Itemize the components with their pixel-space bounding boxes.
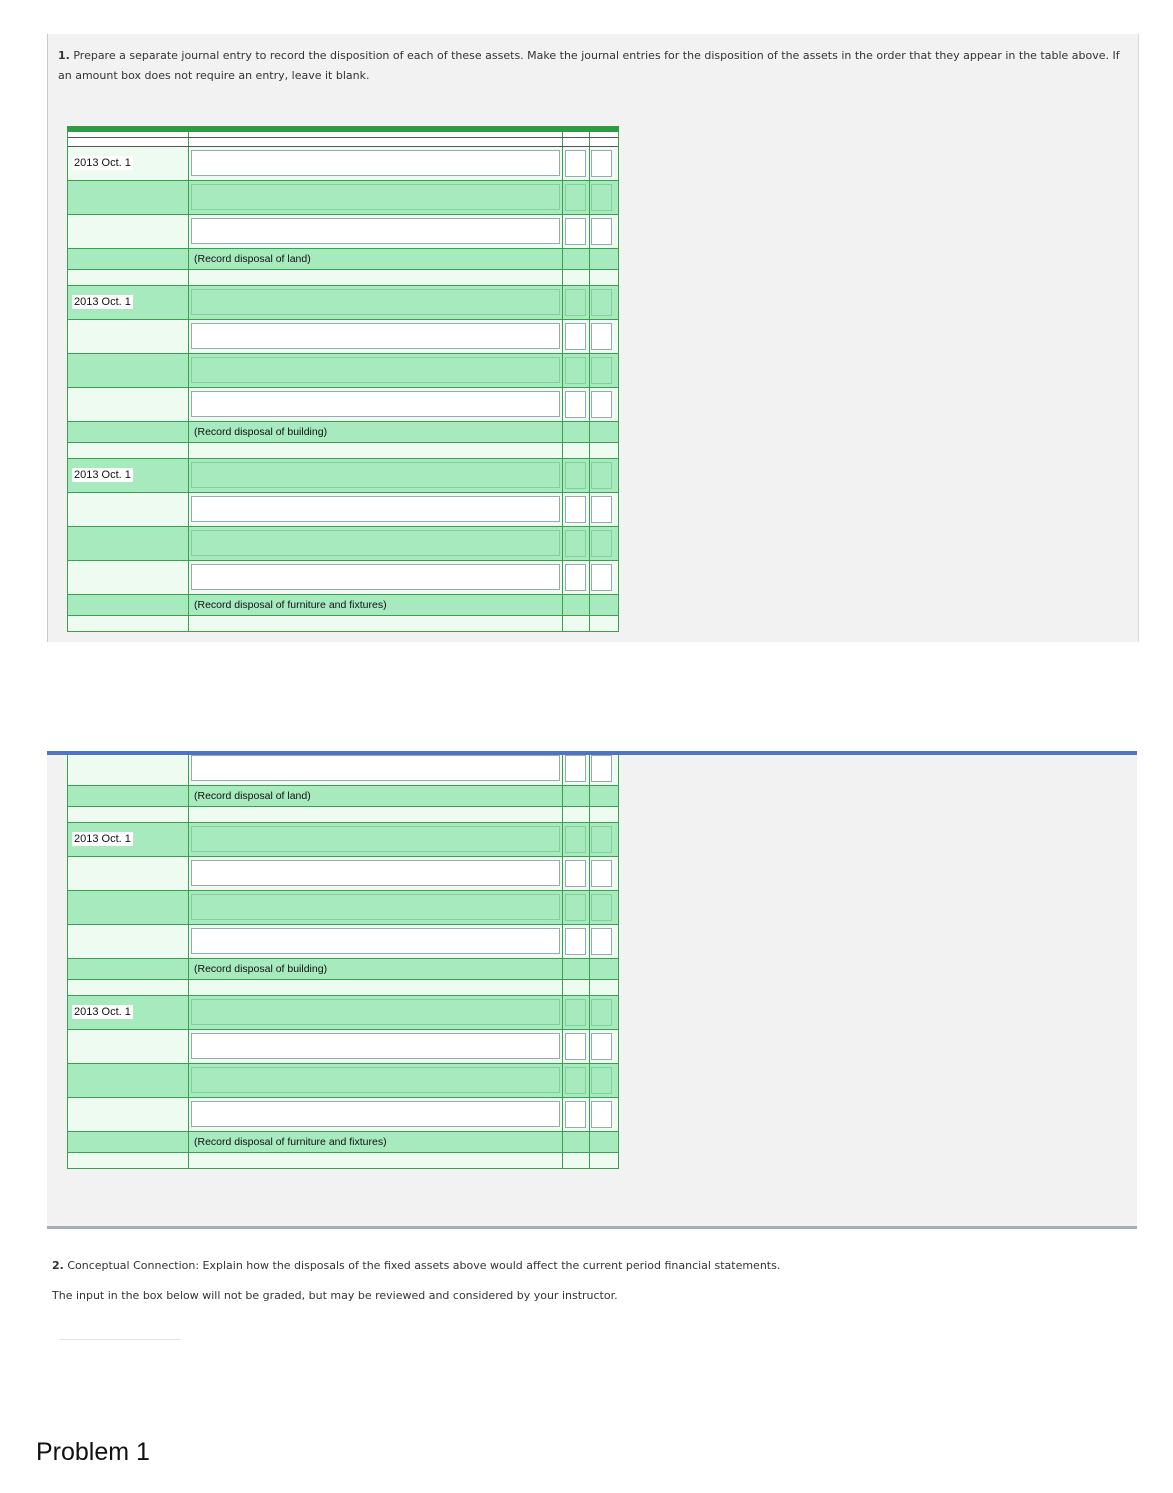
journal-row [68,1030,618,1064]
journal-row [68,320,618,354]
journal-row [68,925,618,959]
journal-spacer-row [68,616,618,632]
credit-input[interactable] [591,1067,612,1094]
entry-date: 2013 Oct. 1 [74,1006,131,1018]
journal-row [68,857,618,891]
account-input[interactable] [191,1067,560,1093]
credit-input[interactable] [591,1033,612,1060]
journal-row [68,527,618,561]
debit-input[interactable] [565,999,586,1026]
journal-row [68,891,618,925]
journal-spacer-row [68,1153,618,1169]
journal-row [68,561,618,595]
journal-description-row [68,422,618,443]
account-input[interactable] [191,860,560,886]
credit-input[interactable] [591,564,612,591]
journal-row [68,147,618,181]
account-input[interactable] [191,826,560,852]
debit-input[interactable] [565,357,586,384]
entry-date: 2013 Oct. 1 [74,469,131,481]
credit-input[interactable] [591,184,612,211]
account-input[interactable] [191,289,560,315]
entry-description: (Record disposal of furniture and fixtures) [194,599,387,611]
journal-spacer-row [68,980,618,996]
journal-header-row [68,132,618,147]
credit-input[interactable] [591,755,612,782]
debit-input[interactable] [565,323,586,350]
debit-input[interactable] [565,1101,586,1128]
journal-description-row [68,1132,618,1153]
debit-input[interactable] [565,894,586,921]
journal-row [68,823,618,857]
credit-input[interactable] [591,323,612,350]
credit-input[interactable] [591,218,612,245]
account-input[interactable] [191,755,560,781]
entry-description: (Record disposal of land) [194,253,311,265]
debit-input[interactable] [565,496,586,523]
entry-date: 2013 Oct. 1 [74,296,131,308]
question-2-note: The input in the box below will not be graded, but may be reviewed and considered by your instructor. [52,1289,618,1302]
entry-date: 2013 Oct. 1 [74,833,131,845]
journal-spacer-row [68,443,618,459]
account-input[interactable] [191,894,560,920]
account-input[interactable] [191,1033,560,1059]
credit-input[interactable] [591,860,612,887]
debit-input[interactable] [565,1033,586,1060]
credit-input[interactable] [591,894,612,921]
debit-input[interactable] [565,184,586,211]
journal-row [68,354,618,388]
debit-input[interactable] [565,462,586,489]
account-input[interactable] [191,150,560,176]
account-input[interactable] [191,496,560,522]
question-number: 1. [58,49,70,62]
answer-textbox[interactable] [60,1339,180,1340]
journal-description-row [68,959,618,980]
credit-input[interactable] [591,496,612,523]
question-2-prompt [52,1259,780,1272]
credit-input[interactable] [591,462,612,489]
journal-row [68,1098,618,1132]
account-input[interactable] [191,218,560,244]
entry-description: (Record disposal of furniture and fixtures) [194,1136,387,1148]
debit-input[interactable] [565,1067,586,1094]
journal-spacer-row [68,270,618,286]
account-input[interactable] [191,184,560,210]
question-1-instructions [58,46,1128,86]
debit-input[interactable] [565,150,586,177]
debit-input[interactable] [565,530,586,557]
journal-description-row [68,786,618,807]
credit-input[interactable] [591,530,612,557]
credit-input[interactable] [591,391,612,418]
journal-row [68,996,618,1030]
account-input[interactable] [191,391,560,417]
account-input[interactable] [191,357,560,383]
account-input[interactable] [191,530,560,556]
account-input[interactable] [191,999,560,1025]
entry-description: (Record disposal of building) [194,426,328,438]
debit-input[interactable] [565,826,586,853]
question-text: Prepare a separate journal entry to record the disposition of each of these assets. Make the journal entries for the disposition of the assets in the order that they appear in the table above. If an amount box does not require an entry, leave it blank. [58,49,1120,82]
account-input[interactable] [191,323,560,349]
journal-grid-top [67,126,619,632]
entry-description: (Record disposal of land) [194,790,311,802]
journal-description-row [68,595,618,616]
credit-input[interactable] [591,928,612,955]
credit-input[interactable] [591,826,612,853]
credit-input[interactable] [591,150,612,177]
question-number: 2. [52,1259,64,1272]
debit-input[interactable] [565,391,586,418]
journal-row [68,181,618,215]
debit-input[interactable] [565,564,586,591]
debit-input[interactable] [565,928,586,955]
account-input[interactable] [191,928,560,954]
journal-row [68,459,618,493]
account-input[interactable] [191,462,560,488]
credit-input[interactable] [591,289,612,316]
journal-row [68,755,618,786]
account-input[interactable] [191,564,560,590]
journal-row [68,1064,618,1098]
journal-grid-bottom [67,755,619,1169]
entry-description: (Record disposal of building) [194,963,328,975]
credit-input[interactable] [591,999,612,1026]
entry-date: 2013 Oct. 1 [74,157,131,169]
credit-input[interactable] [591,357,612,384]
debit-input[interactable] [565,218,586,245]
debit-input[interactable] [565,860,586,887]
problem-label: Problem 1 [36,1438,150,1466]
debit-input[interactable] [565,755,586,782]
journal-row [68,286,618,320]
journal-spacer-row [68,807,618,823]
account-input[interactable] [191,1101,560,1127]
journal-description-row [68,249,618,270]
journal-row [68,215,618,249]
credit-input[interactable] [591,1101,612,1128]
debit-input[interactable] [565,289,586,316]
question-text: Conceptual Connection: Explain how the disposals of the fixed assets above would affect the current period financial statements. [67,1259,781,1272]
journal-row [68,493,618,527]
journal-row [68,388,618,422]
